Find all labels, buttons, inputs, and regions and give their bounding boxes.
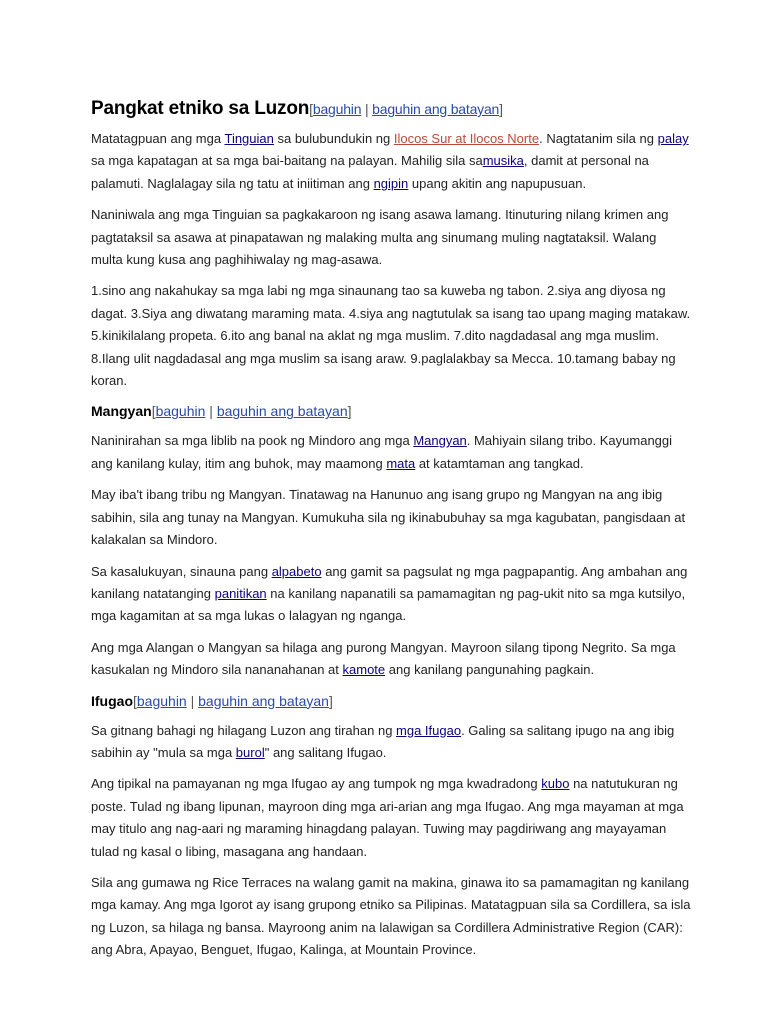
edit-links: [baguhin | baguhin ang batayan] [151, 403, 352, 420]
link-musika[interactable]: musika [482, 153, 524, 169]
edit-link[interactable]: baguhin [136, 692, 187, 709]
link-burol[interactable]: burol [235, 744, 265, 760]
heading-title: Mangyan [91, 403, 152, 420]
section-heading-luzon [91, 96, 691, 122]
link-kamote[interactable]: kamote [342, 662, 386, 678]
link-mga-ifugao[interactable]: mga Ifugao [396, 722, 462, 738]
link-ilocos[interactable]: Ilocos Sur at Ilocos Norte [393, 131, 540, 146]
link-tinguian[interactable]: Tinguian [224, 131, 274, 146]
link-ngipin[interactable]: ngipin [373, 175, 409, 191]
paragraph: 1.sino ang nakahukay sa mga labi ng mga sinaunang tao sa kuweba ng tabon. 2.siya ang diyosa ng dagat. 3.Siya ang diwatang maraming mata. 4.siya ang nagtutulak sa isang tao upang maging matakaw. 5.kinikilalang propeta. 6.ito ang banal na aklat ng mga muslim. 7.dito nagdadasal ang mga muslim. 8.Ilang ulit nagdadasal ang mga muslim sa isang araw. 9.paglalakbay sa Mecca. 10.tamang babay ng koran. [91, 283, 691, 389]
edit-links: [baguhin | baguhin ang batayan] [133, 692, 333, 709]
paragraph: Sila ang gumawa ng Rice Terraces na walang gamit na makina, ginawa ito sa pamamagitan ng kanilang mga kamay. Ang mga Igorot ay isang grupong etniko sa Pilipinas. Matatagpuan sila sa Cordillera, sa isla ng Luzon, sa hilaga ng bansa. Mayroong anim na lalawigan sa Cordillera Administrative Region (CAR): ang Abra, Apayao, Benguet, Ifugao, Kalinga, at Mountain Province. [91, 874, 691, 958]
link-mangyan[interactable]: Mangyan [413, 433, 467, 449]
article-content [91, 96, 691, 971]
heading-title: Pangkat etniko sa Luzon [91, 98, 310, 119]
heading-title: Ifugao [91, 692, 133, 709]
paragraph: Matatagpuan ang mga Tinguian sa bulubundukin ng Ilocos Sur at Ilocos Norte. Nagtatanim sila ng palay sa mga kapatagan at sa mga bai-baitang na palayan. Mahilig sila samusika, damit at personal na palamuti. Naglalagay sila ng tatu at iniitiman ang ngipin upang akitin ang napupusuan. [91, 131, 689, 191]
paragraph: Naniniwala ang mga Tinguian sa pagkakaroon ng isang asawa lamang. Itinuturing nilang krimen ang pagtataksil sa asawa at pinapatawan ng malaking multa ang sinumang muling nagtataksil. Walang multa kung kusa ang paghihiwalay ng mag-asawa. [91, 207, 669, 268]
paragraph: May iba't ibang tribu ng Mangyan. Tinatawag na Hanunuo ang isang grupo ng Mangyan na ang ibig sabihin, sila ang tunay na Mangyan. Kumukuha sila ng ikinabubuhay sa mga kagubatan, pangisdaan at kalakalan sa Mindoro. [91, 487, 686, 548]
link-mata[interactable]: mata [386, 455, 416, 471]
edit-links: [baguhin | baguhin ang batayan] [309, 101, 503, 117]
link-palay[interactable]: palay [657, 131, 689, 146]
paragraph: Naninirahan sa mga liblib na pook ng Mindoro ang mga Mangyan. Mahiyain silang tribo. Kayumanggi ang kanilang kulay, itim ang buhok, may maamong mata at katamtaman ang tangkad. [91, 433, 673, 471]
link-kubo[interactable]: kubo [541, 776, 570, 792]
edit-source-link[interactable]: baguhin ang batayan [216, 403, 348, 420]
paragraph: Sa gitnang bahagi ng hilagang Luzon ang tirahan ng mga Ifugao. Galing sa salitang ipugo na ang ibig sabihin ay "mula sa mga burol" ang salitang Ifugao. [91, 722, 675, 760]
edit-source-link[interactable]: baguhin ang batayan [198, 692, 329, 709]
edit-link[interactable]: baguhin [312, 101, 362, 117]
paragraph: Ang tipikal na pamayanan ng mga Ifugao ay ang tumpok ng mga kwadradong kubo na natutukuran ng poste. Tulad ng ibang lipunan, mayroon ding mga ari-arian ang mga Ifugao. Ang mga mayaman at mga may titulo ang nag-aari ng maraming hinagdang palayan. Tuwing may pagdiriwang ang mayayaman tulad ng kasal o libing, masagana ang handaan. [91, 776, 684, 859]
link-panitikan[interactable]: panitikan [214, 585, 267, 601]
paragraph: Ang mga Alangan o Mangyan sa hilaga ang purong Mangyan. Mayroon silang tipong Negrito. Sa mga kasukalan ng Mindoro sila nananahanan at kamote ang kanilang pangunahing pagkain. [91, 639, 676, 678]
paragraph: Sa kasalukuyan, sinauna pang alpabeto ang gamit sa pagsulat ng mga pagpapantig. Ang ambahan ang kanilang natatanging panitikan na kanilang napanatili sa pamamagitan ng pag-ukit nito sa mga kutsilyo, mga kagamitan at sa mga lukas o lalagyan ng nganga. [91, 563, 688, 624]
section-heading-mangyan [91, 401, 691, 421]
edit-link[interactable]: baguhin [155, 403, 206, 420]
section-heading-ifugao [91, 691, 691, 711]
edit-source-link[interactable]: baguhin ang batayan [372, 101, 500, 117]
link-alpabeto[interactable]: alpabeto [271, 563, 322, 579]
